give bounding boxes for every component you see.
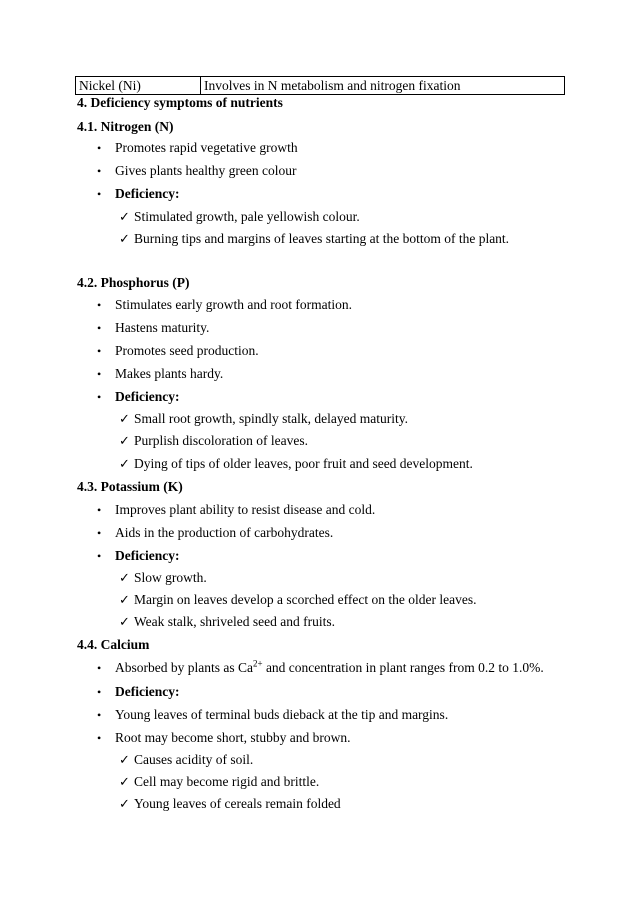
bullet-icon: • xyxy=(97,141,102,155)
bullet-icon: • xyxy=(97,367,102,381)
list-item: • Promotes seed production. xyxy=(97,343,259,358)
potassium-heading: 4.3. Potassium (K) xyxy=(77,479,183,494)
list-item: • Stimulates early growth and root formation. xyxy=(97,297,352,312)
bullet-icon: • xyxy=(97,164,102,178)
check-icon: ✓ xyxy=(119,411,130,426)
list-item: • Young leaves of terminal buds dieback at the tip and margins. xyxy=(97,707,449,722)
check-icon: ✓ xyxy=(119,231,130,246)
check-icon: ✓ xyxy=(119,209,130,224)
list-item: ✓ Cell may become rigid and brittle. xyxy=(119,774,320,789)
table-row xyxy=(76,77,565,95)
list-item: • Improves plant ability to resist disease and cold. xyxy=(97,502,376,517)
charge-superscript: 2+ xyxy=(252,658,263,669)
phosphorus-heading: 4.2. Phosphorus (P) xyxy=(77,275,190,290)
check-icon: ✓ xyxy=(119,592,130,607)
list-item: ✓ Burning tips and margins of leaves starting at the bottom of the plant. xyxy=(119,231,510,246)
list-item: • Aids in the production of carbohydrates. xyxy=(97,525,334,540)
list-item: • Absorbed by plants as $Ca^{2+}$ and concentration in plant ranges from 0.2 to 1.0%. xyxy=(97,658,544,675)
section-title: 4. Deficiency symptoms of nutrients xyxy=(77,95,283,110)
bullet-icon: • xyxy=(97,708,102,722)
list-item: ✓ Purplish discoloration of leaves. xyxy=(119,433,308,448)
table-cell-role: Involves in N metabolism and nitrogen fixation xyxy=(201,77,565,95)
list-item: • Root may become short, stubby and brown. xyxy=(97,730,351,745)
list-item: ✓ Stimulated growth, pale yellowish colour. xyxy=(119,209,360,224)
check-icon: ✓ xyxy=(119,796,130,811)
list-item: • Deficiency: xyxy=(97,186,180,201)
bullet-icon: • xyxy=(97,549,102,563)
list-item: • Gives plants healthy green colour xyxy=(97,163,297,178)
check-icon: ✓ xyxy=(119,570,130,585)
list-item: • Hastens maturity. xyxy=(97,320,210,335)
bullet-icon: • xyxy=(97,344,102,358)
bullet-icon: • xyxy=(97,321,102,335)
list-item: ✓ Slow growth. xyxy=(119,570,207,585)
nutrient-table xyxy=(75,76,565,95)
list-item: • Deficiency: xyxy=(97,548,180,563)
list-item: ✓ Margin on leaves develop a scorched effect on the older leaves. xyxy=(119,592,477,607)
list-item: • Promotes rapid vegetative growth xyxy=(97,140,298,155)
bullet-icon: • xyxy=(97,685,102,699)
check-icon: ✓ xyxy=(119,614,130,629)
list-item: ✓ Weak stalk, shriveled seed and fruits. xyxy=(119,614,335,629)
list-item: ✓ Causes acidity of soil. xyxy=(119,752,254,767)
check-icon: ✓ xyxy=(119,433,130,448)
calcium-heading: 4.4. Calcium xyxy=(77,637,150,652)
bullet-icon: • xyxy=(97,731,102,745)
bullet-icon: • xyxy=(97,298,102,312)
list-item: ✓ Young leaves of cereals remain folded xyxy=(119,796,341,811)
check-icon: ✓ xyxy=(119,456,130,471)
nitrogen-heading: 4.1. Nitrogen (N) xyxy=(77,119,174,134)
list-item: • Makes plants hardy. xyxy=(97,366,224,381)
bullet-icon: • xyxy=(97,187,102,201)
bullet-icon: • xyxy=(97,526,102,540)
bullet-icon: • xyxy=(97,503,102,517)
list-item: • Deficiency: xyxy=(97,389,180,404)
bullet-icon: • xyxy=(97,390,102,404)
list-item: • Deficiency: xyxy=(97,684,180,699)
check-icon: ✓ xyxy=(119,774,130,789)
list-item: ✓ Small root growth, spindly stalk, delayed maturity. xyxy=(119,411,408,426)
bullet-icon: • xyxy=(97,661,102,675)
list-item: ✓ Dying of tips of older leaves, poor fruit and seed development. xyxy=(119,456,473,471)
check-icon: ✓ xyxy=(119,752,130,767)
table-cell-element: Nickel (Ni) xyxy=(76,77,201,95)
